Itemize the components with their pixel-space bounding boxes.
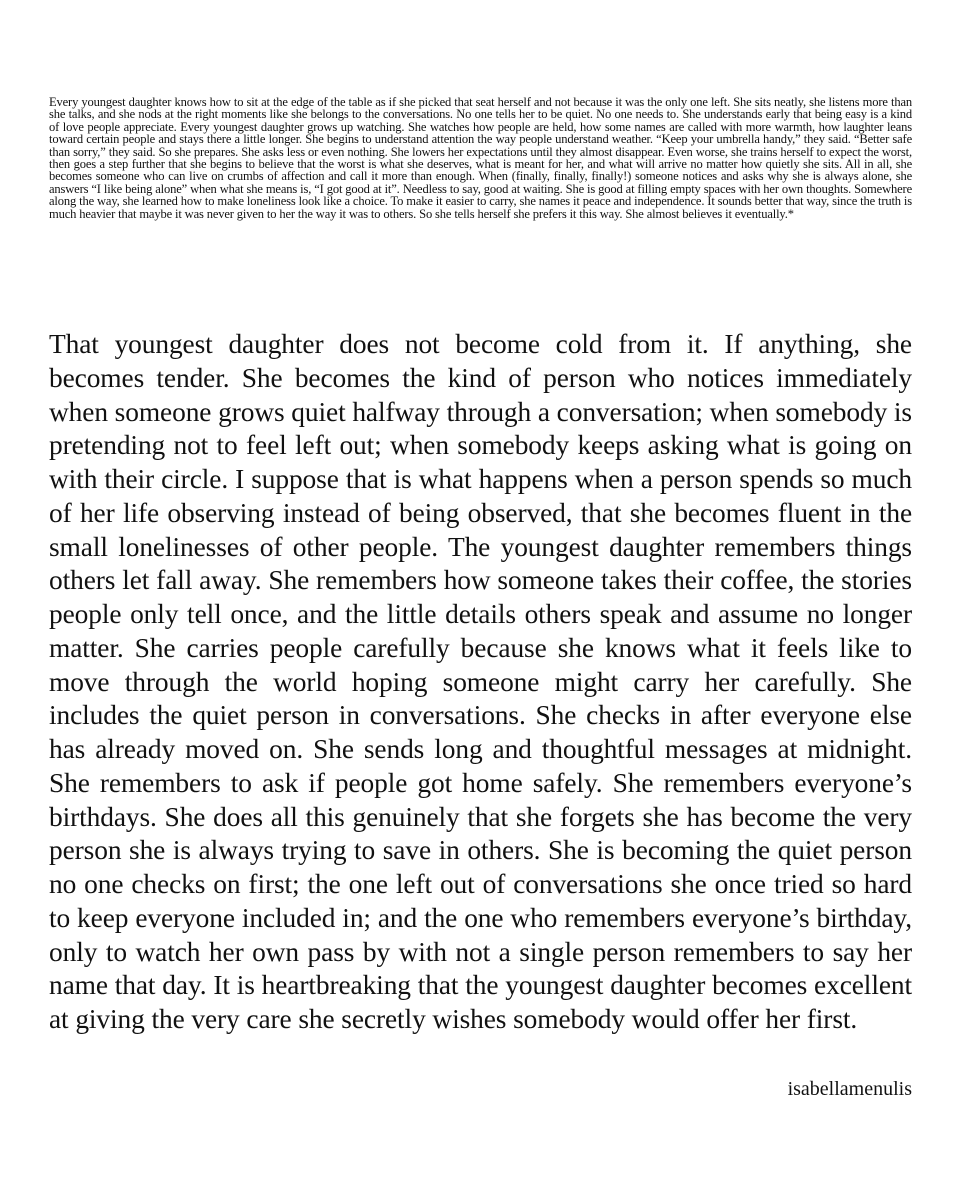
intro-paragraph: Every youngest daughter knows how to sit at the edge of the table as if she picked that seat herself and not because it was the only one left. She sits neatly, she listens more than she talks, and she nods at the right moments like she belongs to the conversations. No one tells her to be quiet. No one needs to. She understands early that being easy is a kind of love people appreciate. Every youngest daughter grows up watching. She watches how people are held, how some names are called with more warmth, how laughter leans toward certain people and stays there a little longer. She begins to understand attention the way people understand weather. “Keep your umbrella handy,” they said. “Better safe than sorry,” they said. So she prepares. She asks less or even nothing. She lowers her expectations until they almost disappear. Even worse, she trains herself to expect the worst, then goes a step further that she begins to believe that the worst is what she deserves, what is meant for her, and what will arrive no matter how quietly she sits. All in all, she becomes someone who can live on crumbs of affection and call it more than enough. When (finally, finally, finally!) someone notices and asks why she is always alone, she answers “I like being alone” when what she means is, “I got good at it”. Needless to say, good at waiting. She is good at filling empty spaces with her own thoughts. Somewhere along the way, she learned how to make loneliness look like a choice. To make it easier to carry, she names it peace and independence. It sounds better that way, since the truth is much heavier that maybe it was never given to her the way it was to others. So she tells herself she prefers it this way. She almost believes it eventually.*: [49, 95, 912, 221]
author-handle: isabellamenulis: [787, 1078, 912, 1100]
main-paragraph: That youngest daughter does not become cold from it. If anything, she becomes tender. She becomes the kind of person who notices immediately when someone grows quiet halfway through a conversation; when somebody is pretending not to feel left out; when somebody keeps asking what is going on with their circle. I suppose that is what happens when a person spends so much of her life observing instead of being observed, that she becomes fluent in the small lonelinesses of other people. The youngest daughter remembers things others let fall away. She remembers how someone takes their coffee, the stories people only tell once, and the little details others speak and assume no longer matter. She carries people carefully because she knows what it feels like to move through the world hoping someone might carry her carefully. She includes the quiet person in conversations. She checks in after everyone else has already moved on. She sends long and thoughtful messages at midnight. She remembers to ask if people got home safely. She remembers everyone’s birthdays. She does all this genuinely that she forgets she has become the very person she is always trying to save in others. She is becoming the quiet person no one checks on first; the one left out of conversations she once tried so hard to keep everyone included in; and the one who remembers everyone’s birthday, only to watch her own pass by with not a single person remembers to say her name that day. It is heartbreaking that the youngest daughter becomes excellent at giving the very care she secretly wishes somebody would offer her first.: [49, 329, 912, 1034]
intro-section: [49, 96, 912, 220]
